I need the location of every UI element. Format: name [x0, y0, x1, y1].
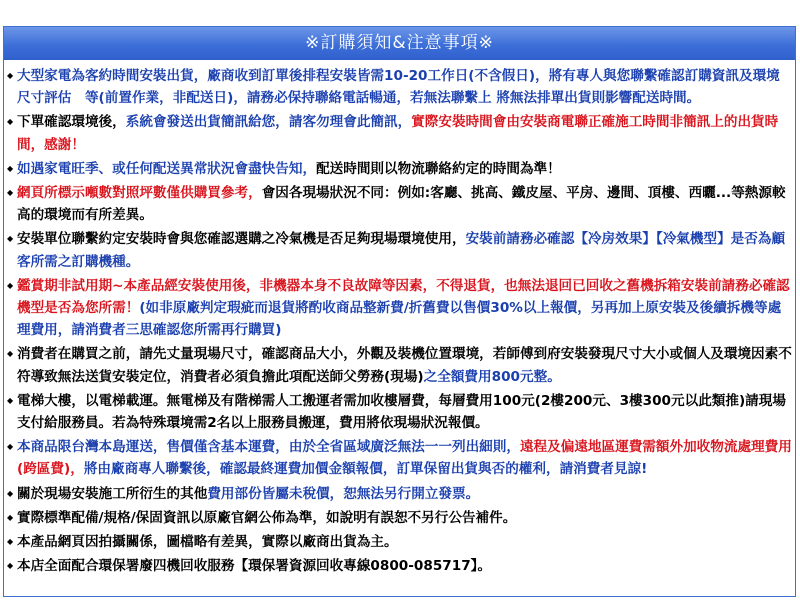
diamond-bullet-icon: ◆ [7, 537, 14, 547]
notice-text: 實際標準配備/規格/保固資訊以原廠官網公佈為準，如說明有誤恕不另行公告補件。 [17, 509, 517, 526]
notice-text: 消費者在購買之前，請先丈量現場尺寸，確認商品大小，外觀及裝機位置環境，若師傅到府安裝發現尺寸大小或個人及環境因素不符導致無法送貨安裝定位，消費者必須負擔此項配送師父勞務(現場) [17, 346, 792, 385]
notice-text: 系統會發送出貨簡訊給您，請客勿理會此簡訊， [125, 114, 412, 131]
notice-text: 鑑賞期非試用期~本產品經安裝使用後，非機器本身不良故障等因素，不得退貨，也無法退回已回收之舊機拆箱安裝前請務必確認機型是否為您所需！ [17, 277, 790, 317]
diamond-bullet-icon: ◆ [7, 280, 14, 290]
diamond-bullet-icon: ◆ [7, 395, 14, 405]
notice-text: 將由廠商專人聯繫後，確認最終運費加價金額報價，訂單保留出貨與否的權利，請消費者見諒! [83, 461, 648, 478]
notice-item [7, 436, 793, 480]
notice-text: 本商品限台灣本島運送，售價僅含基本運費，由於全省區域廣泛無法一一列出細則， [17, 439, 520, 456]
diamond-bullet-icon: ◆ [7, 442, 14, 452]
notice-item [7, 275, 793, 342]
diamond-bullet-icon: ◆ [7, 71, 14, 80]
diamond-bullet-icon: ◆ [7, 512, 14, 522]
notice-text: 電梯大樓，以電梯載運。無電梯及有階梯需人工搬運者需加收樓層費，每層費用100元(2樓200元、3樓300元以此類推)請現場支付給服務員。若為特殊環境需2名以上服務員搬運，費用將依現場狀況報價。 [17, 392, 786, 432]
notice-text: 本產品網頁因拍攝關係，圖檔略有差異，實際以廠商出貨為主。 [17, 534, 398, 551]
notice-text: 配送時間則以物流聯絡約定的時間為準！ [316, 160, 561, 177]
notice-item [7, 555, 793, 577]
notice-text: 本店全面配合環保署廢四機回收服務【環保署資源回收專線0800-085717】。 [17, 558, 492, 575]
notice-item [7, 111, 793, 155]
notice-item [7, 182, 793, 226]
notice-text: 之全額費用800元整。 [423, 368, 561, 385]
notice-item [7, 531, 793, 553]
notice-item [7, 507, 793, 529]
notice-item [7, 228, 793, 272]
diamond-bullet-icon: ◆ [7, 349, 14, 359]
notice-text: 實際安裝時間會由安裝商電聯正確施工時間非簡訊上的出貨時間，感謝！ [17, 114, 779, 153]
notice-text: 安裝前請務必確認【冷房效果】【冷氣機型】是否為顧客所需之訂購機種。 [17, 231, 786, 270]
diamond-bullet-icon: ◆ [7, 488, 14, 498]
diamond-bullet-icon: ◆ [7, 117, 14, 127]
notice-text: 網頁所標示噸數對照坪數僅供購買參考， [17, 185, 262, 202]
notice-text: 大型家電為客約時間安裝出貨，廠商收到訂單後排程安裝皆需10-20工作日(不含假日)，將有專人與您聯繫確認訂購資訊及環境尺寸評估 等(前置作業，非配送日)，請務必保持聯絡電話暢通，若無法聯繫上 將無法排單出貨則影響配送時間。 [17, 68, 780, 107]
diamond-bullet-icon: ◆ [7, 163, 14, 173]
notice-item [7, 343, 793, 387]
notice-text: (如非原廠判定瑕疵而退貨將酌收商品整新費/折舊費以售價30%以上報價，另再加上原安裝及後續拆機等處理費用，請消費者三思確認您所需再行購買) [17, 300, 782, 339]
notice-item [7, 483, 793, 505]
diamond-bullet-icon: ◆ [7, 561, 14, 571]
diamond-bullet-icon: ◆ [7, 234, 14, 244]
diamond-bullet-icon: ◆ [7, 188, 14, 198]
notice-item [7, 390, 793, 434]
notice-text: 會因各現場狀況不同：例如:客廳、挑高、鐵皮屋、平房、邊間、頂樓、西曬...等熱源較高的環境而有所差異。 [17, 185, 786, 224]
notice-item [7, 65, 793, 109]
notice-text: 關於現場安裝施工所衍生的其他 [17, 485, 208, 502]
notice-text: 如遇家電旺季、或任何配送異常狀況會盡快告知， [17, 160, 317, 177]
notice-header: ※訂購須知&注意事項※ [4, 27, 795, 60]
notice-text: 安裝單位聯繫約定安裝時會與您確認選購之冷氣機是否足夠現場環境使用， [17, 231, 466, 248]
notice-text: 遠程及偏遠地區運費需額外加收物流處理費用(跨區費)， [17, 439, 792, 478]
notice-text: 費用部份皆屬未稅價，恕無法另行開立發票。 [207, 485, 480, 502]
notice-list [7, 65, 793, 579]
notice-item [7, 158, 793, 180]
notice-text: 下單確認環境後， [17, 114, 126, 131]
